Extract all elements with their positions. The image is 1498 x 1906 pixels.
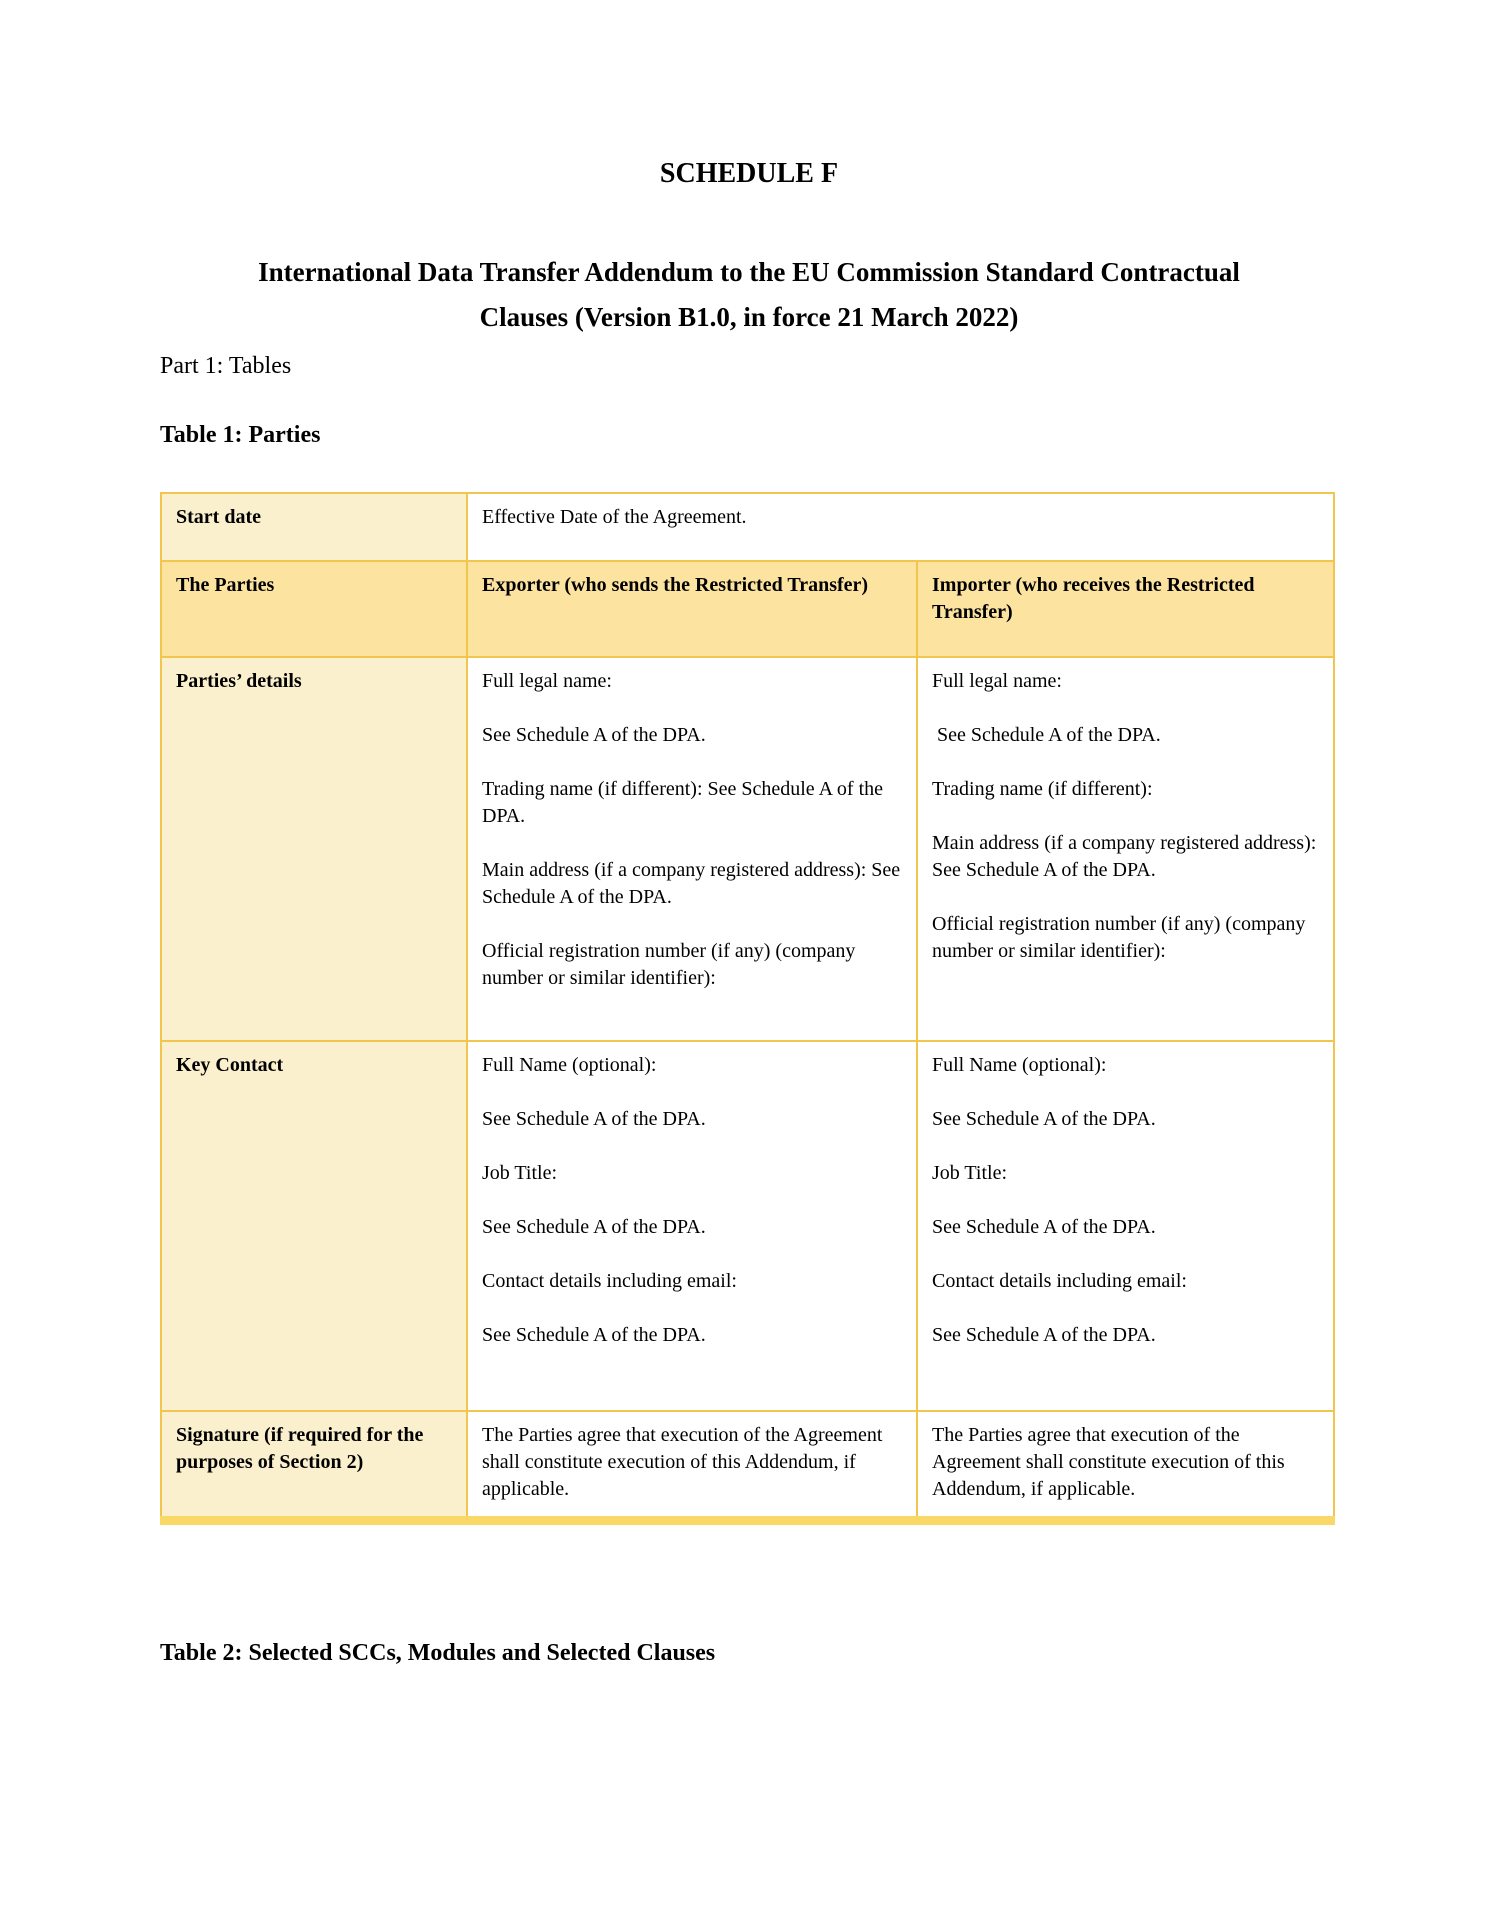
table-row-key-contact xyxy=(161,1041,1334,1411)
start-date-value-cell: Effective Date of the Agreement. xyxy=(467,493,1334,561)
cell-paragraph: Main address (if a company registered address): See Schedule A of the DPA. xyxy=(482,859,906,908)
cell-paragraph: See Schedule A of the DPA. xyxy=(482,1216,706,1238)
cell-paragraph: Full Name (optional): xyxy=(482,1054,657,1076)
cell-paragraph: See Schedule A of the DPA. xyxy=(932,1324,1156,1346)
document-title-line1: International Data Transfer Addendum to the EU Commission Standard Contractual xyxy=(258,257,1240,287)
cell-paragraph: The Parties agree that execution of the Agreement shall constitute execution of this Addendum, if applicable. xyxy=(482,1424,888,1500)
key-contact-importer-cell xyxy=(917,1041,1334,1411)
table2-heading: Table 2: Selected SCCs, Modules and Selected Clauses xyxy=(160,1640,716,1666)
document-title xyxy=(0,250,1498,340)
cell-paragraph: Job Title: xyxy=(482,1162,558,1184)
cell-paragraph: Contact details including email: xyxy=(482,1270,737,1292)
cell-paragraph: Trading name (if different): xyxy=(932,778,1153,800)
signature-importer-cell xyxy=(917,1411,1334,1521)
cell-paragraph: Main address (if a company registered address): See Schedule A of the DPA. xyxy=(932,832,1322,881)
cell-paragraph: Trading name (if different): See Schedule A of the DPA. xyxy=(482,778,889,827)
part1-heading: Part 1: Tables xyxy=(160,353,292,379)
parties-details-importer-cell xyxy=(917,657,1334,1041)
cell-paragraph: Contact details including email: xyxy=(932,1270,1187,1292)
schedule-heading: SCHEDULE F xyxy=(659,158,839,189)
cell-paragraph: The Parties agree that execution of the Agreement shall constitute execution of this Addendum, if applicable. xyxy=(932,1424,1289,1500)
cell-paragraph: Full legal name: xyxy=(482,670,612,692)
cell-paragraph: See Schedule A of the DPA. xyxy=(932,1216,1156,1238)
parties-table xyxy=(160,492,1335,1525)
cell-paragraph: See Schedule A of the DPA. xyxy=(932,1108,1156,1130)
cell-paragraph: Official registration number (if any) (company number or similar identifier): xyxy=(482,940,861,989)
key-contact-label-cell: Key Contact xyxy=(161,1041,467,1411)
table-row-signature xyxy=(161,1411,1334,1521)
parties-details-label-cell: Parties’ details xyxy=(161,657,467,1041)
document-title-line2: Clauses (Version B1.0, in force 21 March 2022) xyxy=(479,302,1019,332)
table-row-the-parties xyxy=(161,561,1334,657)
start-date-label-cell: Start date xyxy=(161,493,467,561)
signature-label-cell: Signature (if required for the purposes of Section 2) xyxy=(161,1411,467,1521)
cell-paragraph: See Schedule A of the DPA. xyxy=(482,1324,706,1346)
signature-exporter-cell xyxy=(467,1411,917,1521)
cell-paragraph: Full legal name: xyxy=(932,670,1062,692)
the-parties-label-cell: The Parties xyxy=(161,561,467,657)
exporter-header-cell: Exporter (who sends the Restricted Transfer) xyxy=(467,561,917,657)
cell-paragraph: Full Name (optional): xyxy=(932,1054,1107,1076)
cell-paragraph: See Schedule A of the DPA. xyxy=(482,724,706,746)
table-row-start-date xyxy=(161,493,1334,561)
table1-heading: Table 1: Parties xyxy=(160,422,321,448)
key-contact-exporter-cell xyxy=(467,1041,917,1411)
table-row-parties-details xyxy=(161,657,1334,1041)
cell-paragraph: Official registration number (if any) (company number or similar identifier): xyxy=(932,913,1311,962)
cell-paragraph: See Schedule A of the DPA. xyxy=(932,724,1161,746)
importer-header-cell: Importer (who receives the Restricted Transfer) xyxy=(917,561,1334,657)
parties-details-exporter-cell xyxy=(467,657,917,1041)
cell-paragraph: Job Title: xyxy=(932,1162,1008,1184)
cell-paragraph: See Schedule A of the DPA. xyxy=(482,1108,706,1130)
